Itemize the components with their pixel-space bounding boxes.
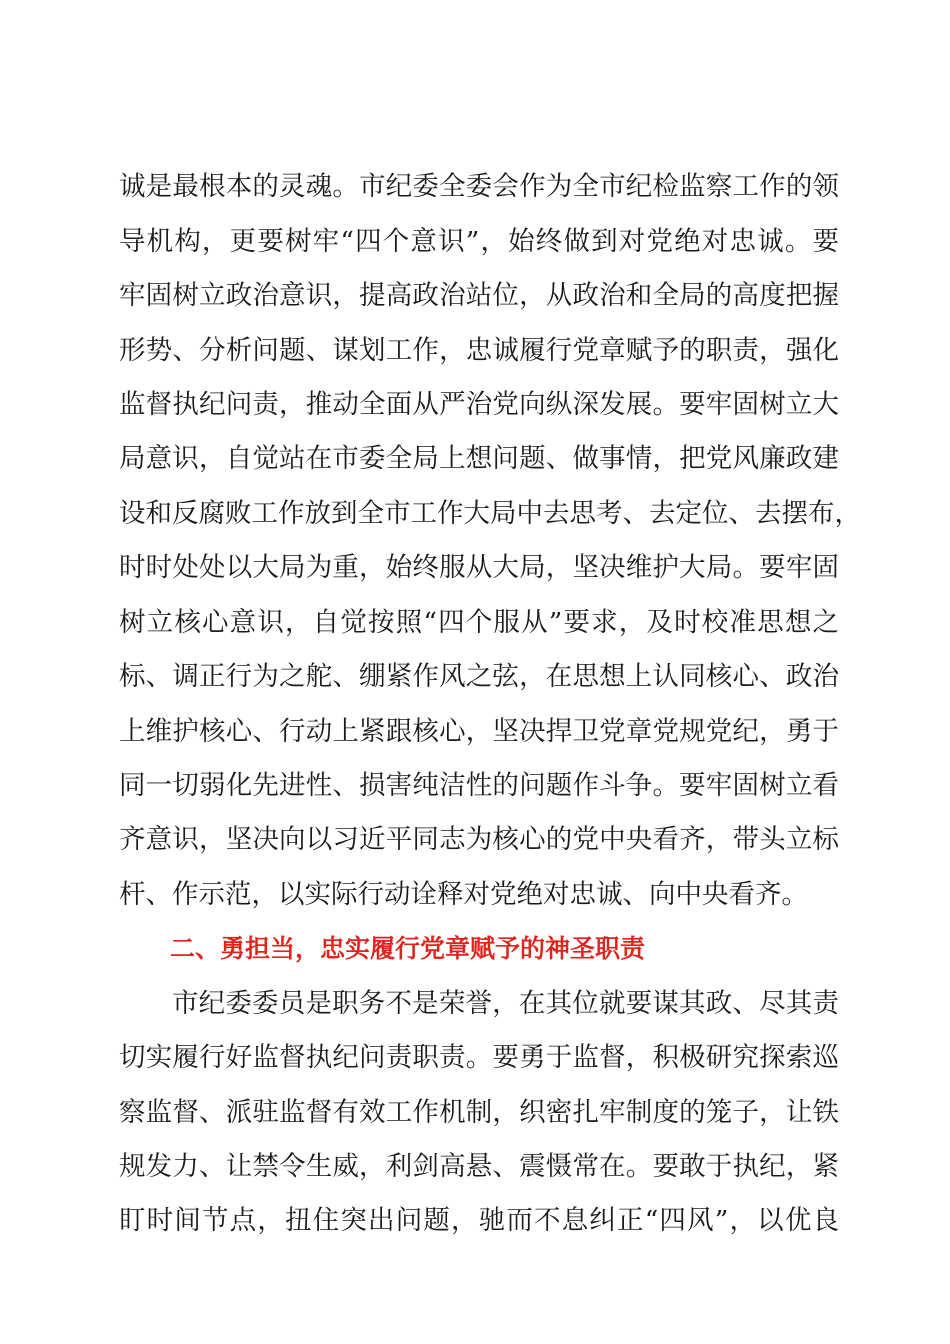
paragraph-line: 切实履行好监督执纪问责职责。要勇于监督，积极研究探索巡 — [119, 1042, 839, 1073]
paragraph-line: 上维护核心、行动上紧跟核心，坚决捍卫党章党规党纪，勇于 — [119, 716, 839, 747]
paragraph-line: 局意识，自觉站在市委全局上想问题、做事情，把党风廉政建 — [119, 443, 839, 474]
paragraph-line: 齐意识，坚决向以习近平同志为核心的党中央看齐，带头立标 — [119, 824, 839, 855]
paragraph-line: 盯时间节点，扭住突出问题，驰而不息纠正“四风”，以优良 — [119, 1205, 839, 1236]
paragraph-line: 察监督、派驻监督有效工作机制，织密扎牢制度的笼子，让铁 — [119, 1097, 839, 1128]
paragraph-line: 导机构，更要树牢“四个意识”，始终做到对党绝对忠诚。要 — [119, 226, 839, 257]
section-heading: 二、勇担当，忠实履行党章赋予的神圣职责 — [170, 934, 646, 963]
paragraph-line: 时时处处以大局为重，始终服从大局，坚决维护大局。要牢固 — [119, 552, 839, 583]
paragraph-line: 形势、分析问题、谋划工作，忠诚履行党章赋予的职责，强化 — [119, 335, 839, 366]
paragraph-line: 同一切弱化先进性、损害纯洁性的问题作斗争。要牢固树立看 — [119, 770, 839, 801]
paragraph-line: 诚是最根本的灵魂。市纪委全委会作为全市纪检监察工作的领 — [119, 171, 839, 202]
paragraph-line: 牢固树立政治意识，提高政治站位，从政治和全局的高度把握 — [119, 280, 839, 311]
paragraph-line: 设和反腐败工作放到全市工作大局中去思考、去定位、去摆布， — [119, 498, 861, 529]
paragraph-line: 监督执纪问责，推动全面从严治党向纵深发展。要牢固树立大 — [119, 389, 839, 420]
paragraph-line: 规发力、让禁令生威，利剑高悬、震慑常在。要敢于执纪，紧 — [119, 1151, 839, 1182]
paragraph-line: 市纪委委员是职务不是荣誉，在其位就要谋其政、尽其责 — [172, 988, 839, 1019]
paragraph-line: 杆、作示范，以实际行动诠释对党绝对忠诚、向中央看齐。 — [119, 879, 808, 910]
paragraph-line: 树立核心意识，自觉按照“四个服从”要求，及时校准思想之 — [119, 607, 839, 638]
paragraph-line: 标、调正行为之舵、绷紧作风之弦，在思想上认同核心、政治 — [119, 661, 839, 692]
